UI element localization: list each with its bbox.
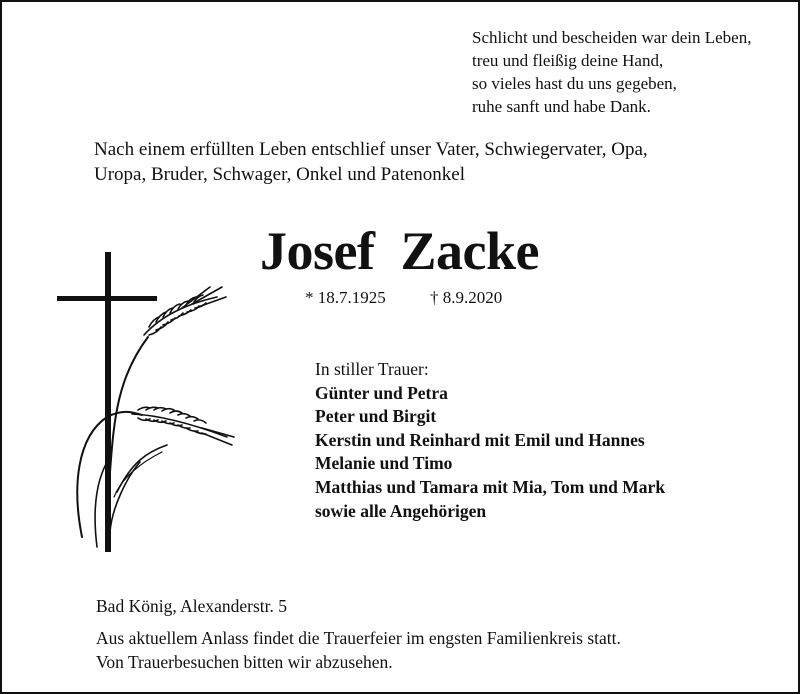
mourner-entry: Melanie und Timo [315,453,453,474]
mourner-entry: Kerstin und Reinhard mit Emil und Hannes [315,429,645,450]
cross-with-wheat-icon [52,247,242,557]
intro-text [94,137,648,187]
poem [472,26,751,118]
birth-date: * 18.7.1925 [305,288,386,307]
intro-line: Nach einem erfüllten Leben entschlief unser Vater, Schwiegervater, Opa, [94,139,648,160]
intro-line: Uropa, Bruder, Schwager, Onkel und Patenonkel [94,164,465,185]
address: Bad König, Alexanderstr. 5 [96,596,288,616]
poem-line: Schlicht und bescheiden war dein Leben, [472,28,752,47]
mourner-entry: sowie alle Angehörigen [315,500,487,521]
mourner-entry: Matthias und Tamara mit Mia, Tom und Mark [315,476,666,497]
footer-note [96,626,621,674]
mourner-entry: Günter und Petra [315,382,448,403]
mourners-heading: In stiller Trauer: [315,359,429,379]
mourner-entry: Peter und Birgit [315,406,437,427]
mourners-list [315,358,665,523]
footer-line: Von Trauerbesuchen bitten wir abzusehen. [96,652,393,672]
death-date: † 8.9.2020 [430,288,503,307]
deceased-name: Josef Zacke [260,221,539,281]
poem-line: ruhe sanft und habe Dank. [472,97,651,116]
footer-line: Aus aktuellem Anlass findet die Trauerfeier im engsten Familienkreis statt. [96,628,621,648]
poem-line: so vieles hast du uns gegeben, [472,74,677,93]
poem-line: treu und fleißig deine Hand, [472,51,664,70]
